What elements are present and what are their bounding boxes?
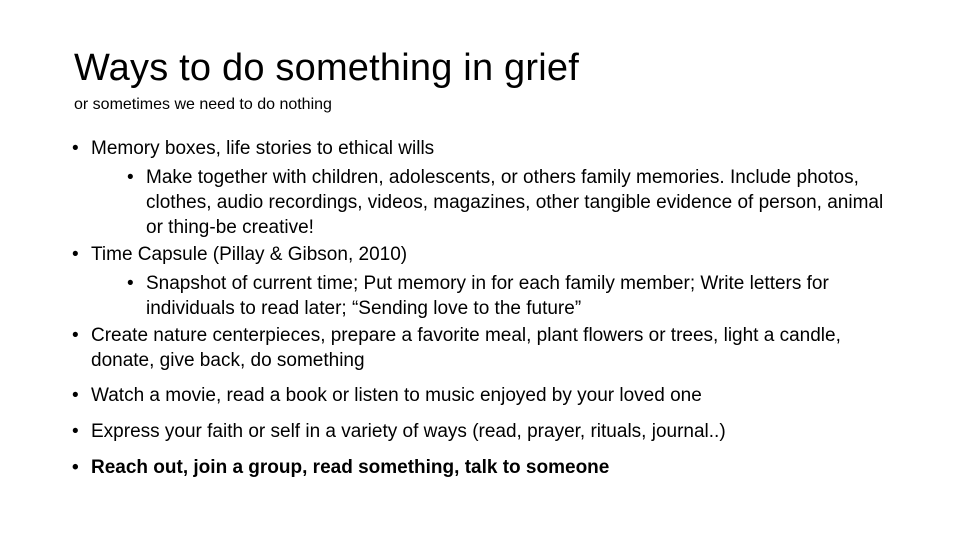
- bullet-icon: •: [72, 138, 79, 159]
- bullet-item-time-capsule: [72, 242, 892, 321]
- bullet-icon: •: [72, 244, 79, 265]
- bullet-item-watch-movie: [72, 383, 892, 408]
- bullet-item-nature-centerpieces: [72, 323, 892, 373]
- bullet-icon: •: [127, 273, 134, 294]
- bullet-icon: •: [72, 325, 79, 346]
- bullet-icon: •: [127, 167, 134, 188]
- bullet-icon: •: [72, 457, 79, 478]
- bullet-text: Time Capsule (Pillay & Gibson, 2010): [91, 244, 408, 265]
- sub-bullet-text: Snapshot of current time; Put memory in for each family member; Write letters for individuals to read later; “Sending love to the future”: [146, 273, 829, 319]
- bullet-text: Create nature centerpieces, prepare a favorite meal, plant flowers or trees, light a candle, donate, give back, do something: [91, 325, 841, 371]
- bullet-text: Express your faith or self in a variety of ways (read, prayer, rituals, journal..): [91, 421, 726, 442]
- sub-bullet-text: Make together with children, adolescents, or others family memories. Include photos, clothes, audio recordings, videos, magazines, other tangible evidence of person, animal or thing-be creative!: [146, 167, 884, 238]
- bullet-text: Watch a movie, read a book or listen to music enjoyed by your loved one: [91, 385, 702, 406]
- bullet-item-reach-out: [72, 455, 892, 480]
- bullet-list: [72, 136, 892, 480]
- slide-title: Ways to do something in grief: [74, 47, 579, 89]
- bullet-icon: •: [72, 421, 79, 442]
- bullet-text: Reach out, join a group, read something, talk to someone: [91, 457, 610, 478]
- bullet-text: Memory boxes, life stories to ethical wills: [91, 138, 435, 159]
- sub-bullet-time-capsule: [127, 271, 892, 321]
- bullet-item-express-faith: [72, 419, 892, 444]
- bullet-item-memory-boxes: [72, 136, 892, 240]
- bullet-icon: •: [72, 385, 79, 406]
- sub-bullet-memory-boxes: [127, 165, 892, 240]
- slide-subtitle: or sometimes we need to do nothing: [74, 96, 332, 113]
